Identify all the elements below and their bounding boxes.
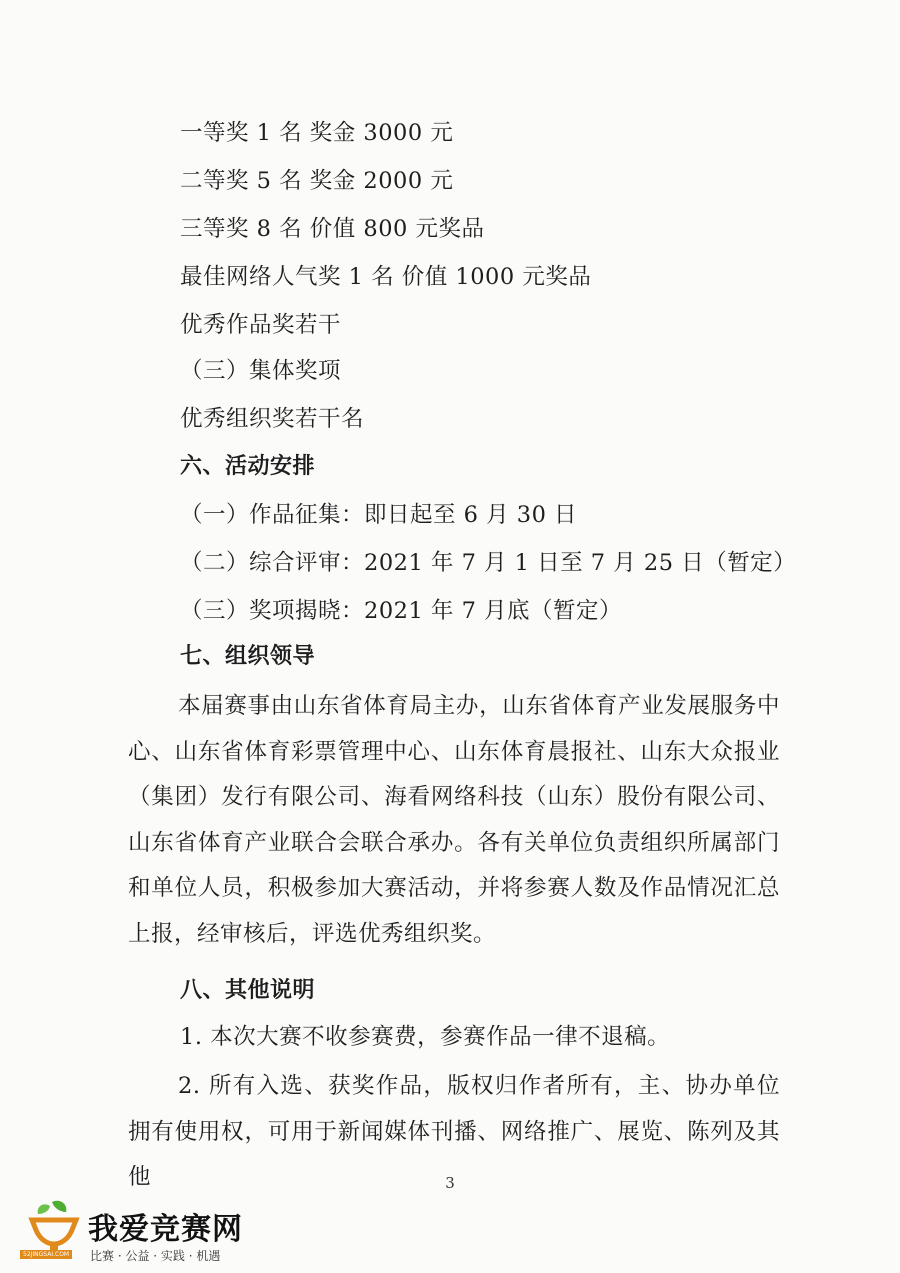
schedule-item-1: （一）作品征集：即日起至 6 月 30 日 bbox=[180, 502, 578, 528]
page-number: 3 bbox=[445, 1174, 455, 1192]
award-first: 一等奖 1 名 奖金 3000 元 bbox=[180, 120, 454, 146]
organization-paragraph: 本届赛事由山东省体育局主办，山东省体育产业发展服务中心、山东省体育彩票管理中心、山东体育晨报社、山东大众报业（集团）发行有限公司、海看网络科技（山东）股份有限公司、山东省体育产业联合会联合承办。各有关单位负责组织所属部门和单位人员，积极参加大赛活动，并将参赛人数及作品情况汇总上报，经审核后，评选优秀组织奖。 bbox=[128, 693, 780, 947]
award-excellent: 优秀作品奖若干 bbox=[180, 312, 342, 338]
collective-awards-heading: （三）集体奖项 bbox=[180, 358, 342, 384]
schedule-item-3: （三）奖项揭晓：2021 年 7 月底（暂定） bbox=[180, 598, 623, 624]
note-item-1: 1. 本次大赛不收参赛费，参赛作品一律不退稿。 bbox=[180, 1024, 671, 1050]
schedule-item-2: （二）综合评审：2021 年 7 月 1 日至 7 月 25 日（暂定） bbox=[180, 550, 797, 576]
award-second: 二等奖 5 名 奖金 2000 元 bbox=[180, 168, 454, 194]
section-8-heading: 八、其他说明 bbox=[180, 978, 316, 1003]
section-6-heading: 六、活动安排 bbox=[180, 454, 316, 479]
note-item-2: 2. 所有入选、获奖作品，版权归作者所有，主、协办单位拥有使用权，可用于新闻媒体刊播、网络推广、展览、陈列及其他 bbox=[128, 1073, 780, 1191]
watermark-url: 52JINGSAI.COM bbox=[20, 1250, 72, 1259]
award-collective: 优秀组织奖若干名 bbox=[180, 406, 365, 432]
watermark-name: 我爱竞赛网 bbox=[88, 1212, 243, 1247]
section-7-heading: 七、组织领导 bbox=[180, 644, 316, 669]
award-popular: 最佳网络人气奖 1 名 价值 1000 元奖品 bbox=[180, 264, 592, 290]
watermark-tagline: 比赛 · 公益 · 实践 · 机遇 bbox=[90, 1249, 221, 1263]
award-third: 三等奖 8 名 价值 800 元奖品 bbox=[180, 216, 485, 242]
